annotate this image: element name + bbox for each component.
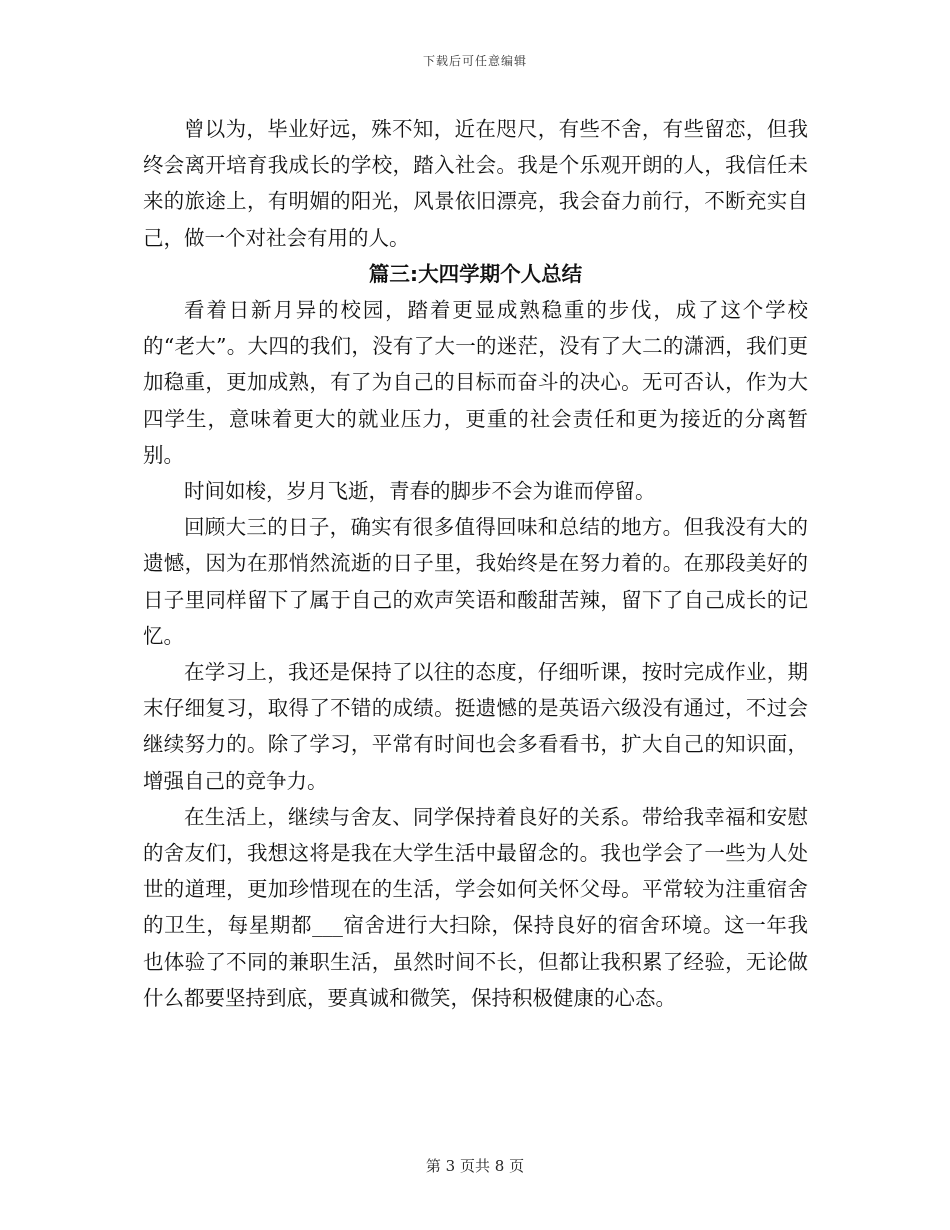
section-heading: 篇三:大四学期个人总结 <box>368 261 583 286</box>
paragraph-3: 时间如梭，岁月飞逝，青春的脚步不会为谁而停留。 <box>184 479 656 504</box>
document-body <box>143 111 808 1016</box>
paragraph-4: 回顾大三的日子，确实有很多值得回味和总结的地方。但我没有大的遗憾，因为在那悄然流逝的日子里，我始终是在努力着的。在那段美好的日子里同样留下了属于自己的欢声笑语和酸甜苦辣，留下了自己成长的记忆。 <box>143 515 808 648</box>
paragraph-2: 看着日新月异的校园，踏着更显成熟稳重的步伐，成了这个学校的“老大”。大四的我们，没有了大一的迷茫，没有了大二的潇洒，我们更加稳重，更加成熟，有了为自己的目标而奋斗的决心。无可否认，作为大四学生，意味着更大的就业压力，更重的社会责任和更为接近的分离暂别。 <box>143 298 808 467</box>
paragraph-5: 在学习上，我还是保持了以往的态度，仔细听课，按时完成作业，期末仔细复习，取得了不错的成绩。挺遗憾的是英语六级没有通过，不过会继续努力的。除了学习，平常有时间也会多看看书，扩大自己的知识面，增强自己的竞争力。 <box>143 660 808 793</box>
page-header: 下载后可任意编辑 <box>422 54 527 68</box>
paragraph-1: 曾以为，毕业好远，殊不知，近在咫尺，有些不舍，有些留恋，但我终会离开培育我成长的学校，踏入社会。我是个乐观开朗的人，我信任未来的旅途上，有明媚的阳光，风景依旧漂亮，我会奋力前行，不断充实自己，做一个对社会有用的人。 <box>143 117 808 250</box>
page-footer: 第 3 页共 8 页 <box>425 1157 525 1175</box>
paragraph-6: 在生活上，继续与舍友、同学保持着良好的关系。带给我幸福和安慰的舍友们，我想这将是我在大学生活中最留念的。我也学会了一些为人处世的道理，更加珍惜现在的生活，学会如何关怀父母。平常较为注重宿舍的卫生，每星期都___宿舍进行大扫除，保持良好的宿舍环境。这一年我也体验了不同的兼职生活，虽然时间不长，但都让我积累了经验，无论做什么都要坚持到底，要真诚和微笑，保持积极健康的心态。 <box>143 804 808 1010</box>
